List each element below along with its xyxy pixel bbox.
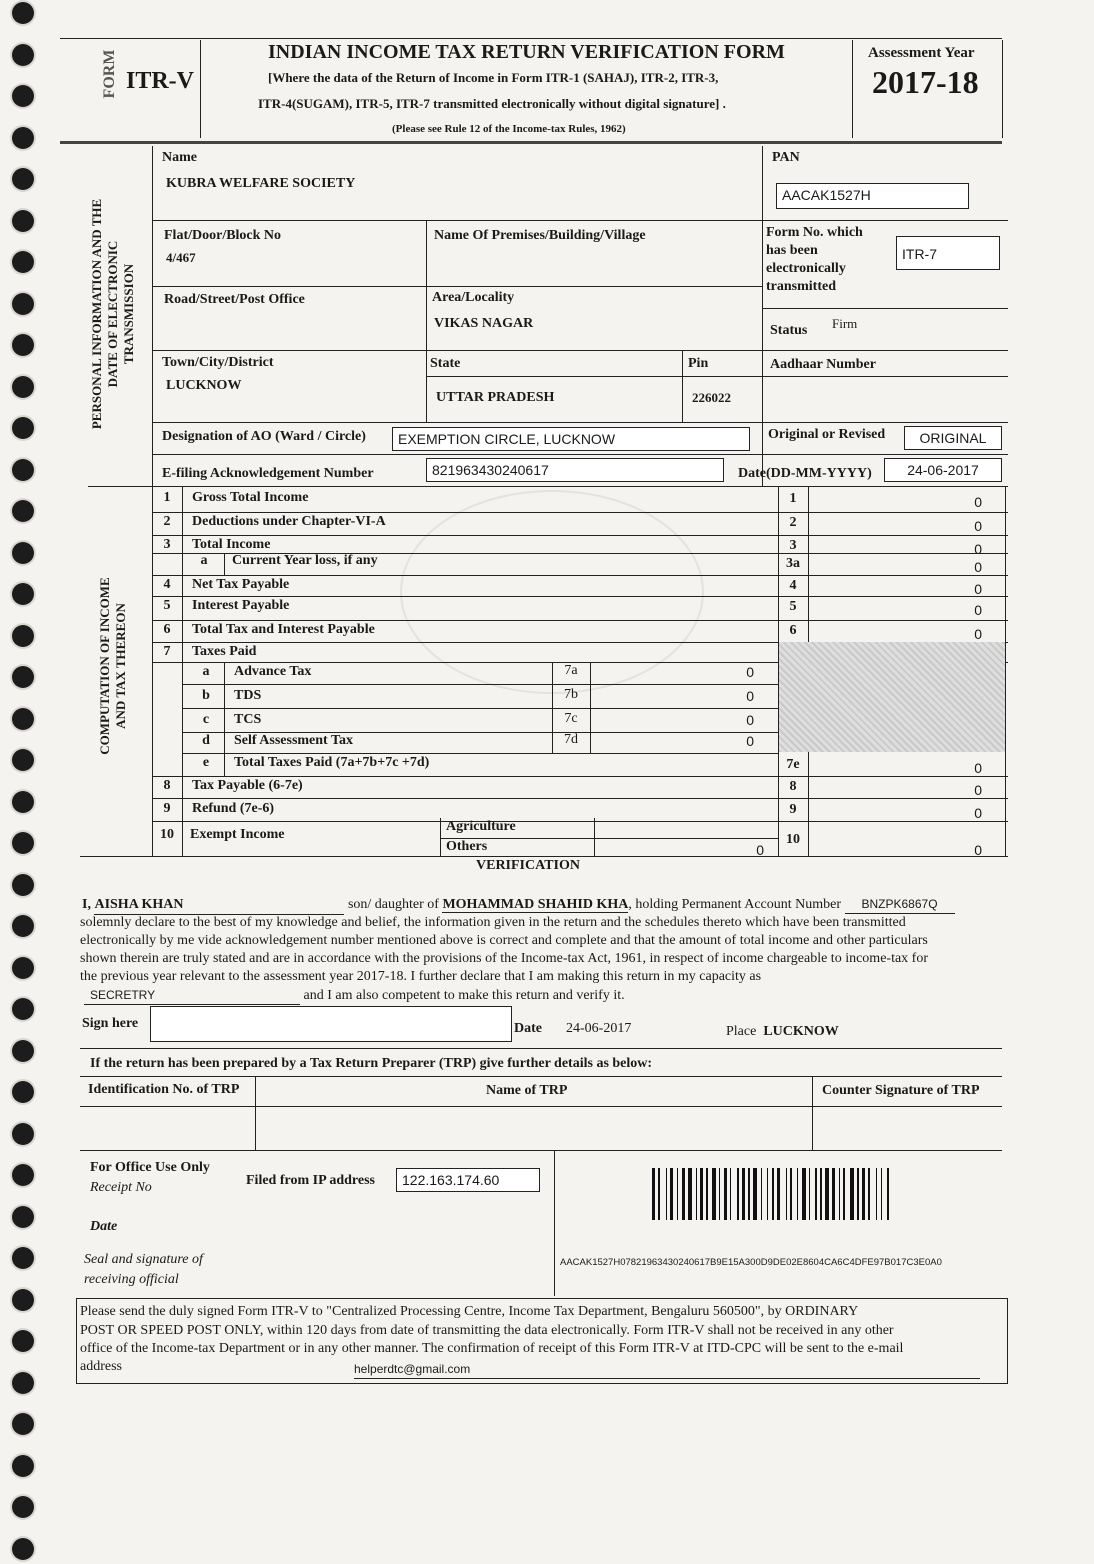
footer-line1: Please send the duly signed Form ITR-V to "Centralized Processing Centre, Income Tax Department, Bengaluru 560500", by ORDINARY: [80, 1304, 859, 1319]
barcode-bar: [748, 1168, 750, 1220]
barcode-bar: [777, 1168, 780, 1220]
rule: [182, 708, 778, 709]
binder-hole: [12, 1164, 34, 1186]
binder-hole: [12, 85, 34, 107]
row-number: 2: [163, 514, 171, 529]
barcode-bar: [677, 1168, 678, 1220]
sign-field[interactable]: [150, 1006, 512, 1042]
assessment-year-label: Assessment Year: [868, 45, 975, 61]
barcode-bar: [772, 1168, 774, 1220]
form-side-label: FORM: [101, 49, 118, 99]
ack-label: E-filing Acknowledgement Number: [162, 466, 374, 481]
binder-hole: [12, 210, 34, 232]
rule: [440, 818, 441, 856]
ao-field[interactable]: EXEMPTION CIRCLE, LUCKNOW: [392, 427, 750, 451]
barcode-bar: [862, 1168, 865, 1220]
date-label: Date(DD-MM-YYYY): [738, 466, 872, 481]
barcode-bar: [712, 1168, 716, 1220]
binder-hole: [12, 1123, 34, 1145]
state-label: State: [430, 356, 461, 371]
pan-field[interactable]: AACAK1527H: [776, 183, 969, 209]
rule: [594, 818, 595, 856]
binder-hole: [12, 1455, 34, 1477]
binder-hole: [12, 708, 34, 730]
rule-note: (Please see Rule 12 of the Income-tax Rules, 1962): [392, 123, 626, 135]
row-value[interactable]: 0: [974, 760, 982, 776]
barcode-bar: [730, 1168, 731, 1220]
binder-hole: [12, 1538, 34, 1560]
binder-hole: [12, 2, 34, 24]
tax-sub: a: [202, 664, 210, 679]
barcode-bar: [670, 1168, 673, 1220]
binder-hole: [12, 376, 34, 398]
binder-hole: [12, 832, 34, 854]
rule: [224, 754, 225, 776]
rule: [152, 575, 1008, 576]
row-number: 4: [163, 577, 171, 592]
orig-field[interactable]: ORIGINAL: [904, 426, 1002, 450]
rule: [152, 798, 1008, 799]
barcode-bar: [790, 1168, 792, 1220]
footer-line2: POST OR SPEED POST ONLY, within 120 days from date of transmitting the data electronically. Form ITR-V shall not be received in any other: [80, 1323, 894, 1338]
binder-hole: [12, 749, 34, 771]
row-code: 4: [789, 578, 797, 593]
capacity-value: SECRETRY: [84, 986, 300, 1005]
verification-heading: VERIFICATION: [476, 858, 580, 873]
verification-line2: solemnly declare to the best of my knowledge and belief, the information given in the return and the schedules thereto which have been transmitted: [80, 915, 906, 930]
row-label: Exempt Income: [190, 827, 285, 842]
row-number: 6: [163, 622, 171, 637]
trp-name-label: Name of TRP: [486, 1083, 568, 1098]
footer-email[interactable]: helperdtc@gmail.com: [354, 1360, 980, 1379]
ip-label: Filed from IP address: [246, 1173, 375, 1188]
person-pan: BNZPK6867Q: [845, 895, 955, 914]
barcode-bar: [753, 1168, 757, 1220]
binder-hole: [12, 168, 34, 190]
assessment-year: 2017-18: [872, 64, 979, 100]
place-label: Place LUCKNOW: [726, 1024, 839, 1039]
verification-line3: electronically by me vide acknowledgement number mentioned above is correct and complete and that the amount of total income and other particulars: [80, 933, 928, 948]
row-label: Deductions under Chapter-VI-A: [192, 514, 386, 529]
barcode-bar: [815, 1168, 817, 1220]
row-code: 2: [789, 515, 797, 530]
rule: [1005, 486, 1006, 856]
row-value[interactable]: 0: [974, 559, 982, 575]
binder-hole: [12, 625, 34, 647]
personal-section-label: PERSONAL INFORMATION AND THE DATE OF ELECTRONIC TRANSMISSION: [89, 198, 136, 430]
barcode-bar: [767, 1168, 768, 1220]
binder-hole: [12, 1413, 34, 1435]
name-value: KUBRA WELFARE SOCIETY: [166, 176, 356, 191]
flat-value: 4/467: [166, 250, 196, 265]
barcode-bar: [868, 1168, 870, 1220]
tax-sub: c: [202, 712, 210, 727]
row-value[interactable]: 0: [974, 842, 982, 858]
row-code: 6: [789, 623, 797, 638]
barcode-text: AACAK1527H07821963430240617B9E15A300D9DE02E8604CA6C4DFE97B017C3E0A0: [560, 1257, 942, 1268]
form-subtitle-1: [Where the data of the Return of Income in Form ITR-1 (SAHAJ), ITR-2, ITR-3,: [268, 70, 719, 85]
tax-code: 7c: [564, 711, 578, 726]
rule: [152, 821, 1008, 822]
barcode-bar: [887, 1168, 889, 1220]
row-code: 9: [789, 802, 797, 817]
binder-hole: [12, 998, 34, 1020]
trp-sig-label: Counter Signature of TRP: [822, 1083, 980, 1098]
row-code: 3: [789, 538, 797, 553]
binder-hole: [12, 791, 34, 813]
binder-hole: [12, 1040, 34, 1062]
barcode-bar: [742, 1168, 745, 1220]
row-code: 1: [789, 491, 797, 506]
person-name: AISHA KHAN: [94, 896, 344, 915]
barcode-bar: [652, 1168, 655, 1220]
rule: [152, 535, 1008, 536]
barcode: [652, 1168, 942, 1220]
barcode-bar: [682, 1168, 685, 1220]
row-label: Total Income: [192, 537, 271, 552]
trp-note: If the return has been prepared by a Tax Return Preparer (TRP) give further details as below:: [90, 1056, 653, 1071]
binder-hole: [12, 1330, 34, 1352]
binder-hole: [12, 44, 34, 66]
barcode-bar: [700, 1168, 703, 1220]
area-value: VIKAS NAGAR: [434, 316, 534, 331]
binder-hole: [12, 459, 34, 481]
agri-label: Agriculture: [446, 819, 516, 834]
tax-label: Self Assessment Tax: [234, 733, 354, 748]
office-title: For Office Use Only: [90, 1160, 210, 1175]
shaded-cell: [779, 642, 1005, 752]
tax-sub: d: [202, 733, 210, 748]
form-title: INDIAN INCOME TAX RETURN VERIFICATION FORM: [268, 41, 785, 63]
row-value[interactable]: 0: [974, 805, 982, 821]
verification-line6: SECRETRY and I am also competent to make this return and verify it.: [84, 986, 625, 1005]
flat-label: Flat/Door/Block No: [164, 228, 282, 243]
tax-value[interactable]: 0: [746, 688, 754, 704]
barcode-bar: [797, 1168, 798, 1220]
road-label: Road/Street/Post Office: [164, 292, 305, 307]
row-code: 7e: [786, 757, 800, 772]
barcode-bar: [706, 1168, 708, 1220]
status-value: Firm: [832, 316, 858, 331]
barcode-bar: [825, 1168, 829, 1220]
trp-sig-field[interactable]: [814, 1108, 1000, 1148]
tax-label: TCS: [234, 712, 262, 727]
binder-hole: [12, 583, 34, 605]
orig-label: Original or Revised: [768, 427, 886, 442]
form-no-label: Form No. which has been electronically transmitted: [766, 225, 863, 294]
barcode-bar: [658, 1168, 660, 1220]
rule: [182, 486, 183, 856]
rule: [224, 553, 225, 575]
row-label: Tax Payable (6-7e): [192, 778, 303, 793]
town-value: LUCKNOW: [166, 378, 242, 393]
binder-hole: [12, 127, 34, 149]
tax-code: 7a: [564, 663, 578, 678]
barcode-bar: [832, 1168, 835, 1220]
barcode-bar: [809, 1168, 810, 1220]
binder-hole: [12, 1289, 34, 1311]
row-value[interactable]: 0: [974, 494, 982, 510]
ack-field[interactable]: 821963430240617: [426, 458, 724, 482]
barcode-bar: [761, 1168, 762, 1220]
barcode-bar: [719, 1168, 720, 1220]
form-code: ITR-V: [126, 68, 195, 94]
tax-label: TDS: [234, 688, 262, 703]
row-label: Gross Total Income: [192, 490, 309, 505]
barcode-bar: [820, 1168, 822, 1220]
row-code: 10: [786, 832, 800, 847]
binder-hole: [12, 666, 34, 688]
row-value[interactable]: 0: [974, 626, 982, 642]
row-value[interactable]: 0: [974, 541, 982, 557]
binder-hole: [12, 417, 34, 439]
barcode-bar: [850, 1168, 854, 1220]
tax-sub: b: [202, 688, 210, 703]
trp-id-label: Identification No. of TRP: [88, 1082, 240, 1097]
row-value[interactable]: 0: [974, 581, 982, 597]
tax-code: 7b: [564, 687, 578, 702]
date-field[interactable]: 24-06-2017: [884, 458, 1002, 482]
binder-hole: [12, 1496, 34, 1518]
row-value[interactable]: 0: [974, 602, 982, 618]
binder-hole: [12, 542, 34, 564]
row-sub: a: [200, 553, 208, 568]
binder-hole: [12, 1372, 34, 1394]
row-code: 5: [789, 599, 797, 614]
town-label: Town/City/District: [162, 355, 274, 370]
row-label: Interest Payable: [192, 598, 290, 613]
father-name: MOHAMMAD SHAHID KHA: [442, 897, 629, 912]
ao-label: Designation of AO (Ward / Circle): [162, 429, 366, 444]
row-label: Total Tax and Interest Payable: [192, 622, 375, 637]
rule: [152, 486, 153, 856]
trp-id-field[interactable]: [82, 1108, 252, 1148]
receipt-label: Receipt No: [90, 1180, 152, 1195]
binder-hole: [12, 957, 34, 979]
pin-label: Pin: [688, 356, 709, 371]
binder-hole: [12, 1247, 34, 1269]
binder-hole: [12, 334, 34, 356]
verification-line4: shown therein are truly stated and are in accordance with the provisions of the Income-tax Act, 1961, in respect of income chargeable to income-tax for: [80, 951, 928, 966]
row-label: Current Year loss, if any: [232, 553, 378, 568]
trp-name-field[interactable]: [258, 1108, 810, 1148]
status-label: Status: [770, 323, 808, 338]
row-value[interactable]: 0: [974, 518, 982, 534]
binder-hole: [12, 915, 34, 937]
barcode-bar: [737, 1168, 739, 1220]
row-label: Taxes Paid: [192, 644, 257, 659]
aadhaar-label: Aadhaar Number: [770, 357, 876, 372]
row-number: 8: [163, 778, 171, 793]
rule: [440, 838, 778, 839]
binder-hole: [12, 1206, 34, 1228]
tax-value[interactable]: 0: [746, 733, 754, 749]
ip-field[interactable]: 122.163.174.60: [396, 1168, 540, 1192]
row-code: 8: [789, 779, 797, 794]
tax-code: 7d: [564, 732, 578, 747]
barcode-bar: [724, 1168, 727, 1220]
barcode-bar: [843, 1168, 845, 1220]
rule: [152, 512, 1008, 513]
name-label: Name: [162, 150, 197, 165]
row-number: 1: [163, 490, 171, 505]
binder-hole: [12, 1081, 34, 1103]
pan-label: PAN: [772, 150, 800, 165]
others-label: Others: [446, 839, 488, 854]
binder-hole: [12, 251, 34, 273]
form-subtitle-2: ITR-4(SUGAM), ITR-5, ITR-7 transmitted electronically without digital signature] .: [258, 96, 726, 111]
tax-value[interactable]: 0: [746, 664, 754, 680]
others-value[interactable]: 0: [756, 842, 764, 858]
barcode-bar: [839, 1168, 840, 1220]
sign-label: Sign here: [82, 1016, 139, 1031]
barcode-bar: [666, 1168, 667, 1220]
footer-address-label: address: [80, 1359, 122, 1374]
binder-hole: [12, 293, 34, 315]
barcode-bar: [881, 1168, 882, 1220]
office-date-label: Date: [90, 1219, 118, 1234]
tax-label: Advance Tax: [234, 664, 312, 679]
barcode-bar: [786, 1168, 787, 1220]
row-sub: e: [202, 755, 210, 770]
verify-date-label: Date: [514, 1021, 542, 1036]
barcode-bar: [802, 1168, 806, 1220]
seal-label: Seal and signature of receiving official: [84, 1252, 203, 1287]
rule: [182, 753, 778, 754]
area-label: Area/Locality: [432, 290, 515, 305]
form-no-field[interactable]: ITR-7: [896, 236, 1000, 270]
tax-value[interactable]: 0: [746, 712, 754, 728]
row-label: Total Taxes Paid (7a+7b+7c +7d): [234, 755, 430, 770]
verification-line5: the previous year relevant to the assessment year 2017-18. I further declare that I am making this return in my capacity as: [80, 969, 762, 984]
row-number: 7: [163, 644, 171, 659]
row-number: 3: [163, 537, 171, 552]
barcode-bar: [688, 1168, 692, 1220]
verify-date-value: 24-06-2017: [566, 1021, 632, 1036]
footer-line3: office of the Income-tax Department or in any other manner. The confirmation of receipt of this Form ITR-V at ITD-CPC will be sent to the e-mail: [80, 1341, 904, 1356]
verification-line1: I, AISHA KHAN son/ daughter of MOHAMMAD SHAHID KHA, holding Permanent Account Number BNZPK6867Q: [82, 895, 955, 915]
row-label: Net Tax Payable: [192, 577, 290, 592]
rule: [152, 776, 1008, 777]
barcode-bar: [857, 1168, 859, 1220]
computation-section-label: COMPUTATION OF INCOME AND TAX THEREON: [97, 577, 128, 755]
rule: [182, 684, 778, 685]
row-number: 9: [163, 801, 171, 816]
binder-hole: [12, 874, 34, 896]
binder-hole: [12, 500, 34, 522]
barcode-bar: [876, 1168, 877, 1220]
binder-holes: [6, 0, 36, 1564]
row-code: 3a: [786, 556, 800, 571]
state-value: UTTAR PRADESH: [436, 390, 555, 405]
row-value[interactable]: 0: [974, 782, 982, 798]
pin-value: 226022: [692, 390, 731, 405]
row-number: 5: [163, 598, 171, 613]
premises-label: Name Of Premises/Building/Village: [434, 228, 646, 243]
rule: [88, 486, 1008, 487]
row-number: 10: [160, 827, 174, 842]
rule: [152, 620, 1008, 621]
row-label: Refund (7e-6): [192, 801, 275, 816]
place-value: LUCKNOW: [763, 1024, 839, 1039]
barcode-bar: [696, 1168, 697, 1220]
